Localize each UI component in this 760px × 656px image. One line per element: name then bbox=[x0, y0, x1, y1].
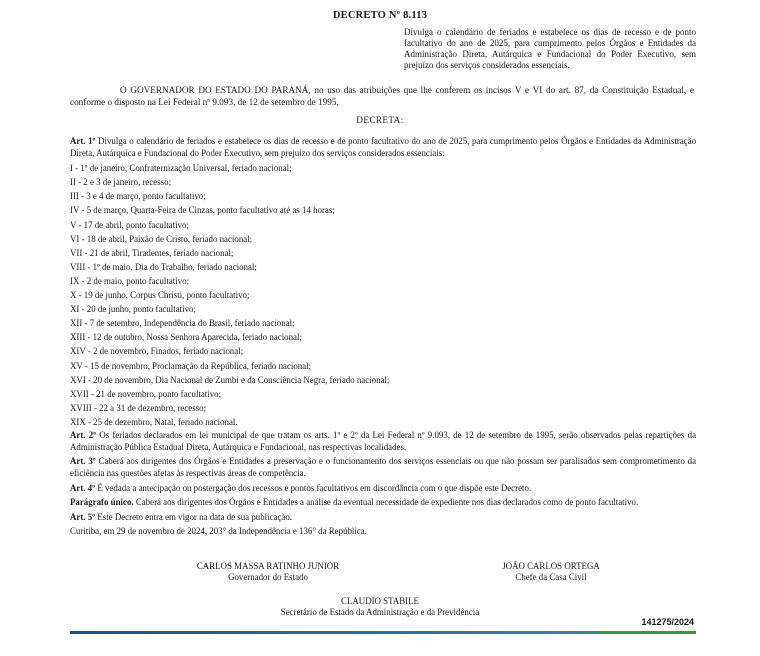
article-5-text: Este Decreto entra em vigor na data de sua publicação. bbox=[95, 511, 292, 522]
list-item: XIII - 12 de outubro, Nossa Senhora Aparecida, feriado nacional; bbox=[70, 332, 302, 343]
closing-line: Curitiba, em 29 de novembro de 2024, 203° da Independência e 136° da República. bbox=[70, 525, 367, 536]
list-item: VIII - 1º de maio, Dia do Trabalho, feriado nacional; bbox=[70, 261, 257, 272]
signature-role: Chefe da Casa Civil bbox=[515, 572, 587, 582]
article-4-text: É vedada a antecipação ou postergação dos recessos e pontos facultativos em discordância com o que dispõe este Decreto. bbox=[95, 483, 532, 494]
article-1-label: Art. 1º bbox=[70, 136, 96, 146]
list-item: XV - 15 de novembro, Proclamação da República, feriado nacional; bbox=[70, 360, 312, 371]
article-5-label: Art. 5º bbox=[70, 511, 96, 522]
list-item: IX - 2 de maio, ponto facultativo; bbox=[70, 275, 190, 286]
list-item: XIV - 2 de novembro, Finados, feriado nacional; bbox=[70, 346, 244, 357]
decree-title: DECRETO Nº 8.113 bbox=[332, 10, 428, 21]
list-item: XVI - 20 de novembro, Dia Nacional de Zumbi e da Consciência Negra, feriado nacional; bbox=[70, 374, 390, 385]
list-item: III - 3 e 4 de março, ponto facultativo; bbox=[70, 191, 206, 202]
decree-preamble: O GOVERNADOR DO ESTADO DO PARANÁ, no uso das atribuições que lhe conferem os incisos V e VI do art. 87, da Constituição Estadual, e conforme o disposto na Lei Federal nº 9.093, de 12 de setembro de 1995, bbox=[70, 85, 694, 107]
signature-role: Governador do Estado bbox=[228, 572, 308, 582]
article-5 bbox=[70, 510, 696, 524]
signature-name: JOÃO CARLOS ORTEGA bbox=[502, 561, 600, 571]
article-3-label: Art. 3º bbox=[70, 456, 96, 467]
article-2 bbox=[70, 429, 696, 455]
list-item: IV - 5 de março, Quarta-Feira de Cinzas, ponto facultativo até as 14 horas; bbox=[70, 205, 335, 216]
list-item: XVIII - 22 a 31 de dezembro, recesso; bbox=[70, 402, 207, 413]
signature-role: Secretário de Estado da Administração e da Previdência bbox=[280, 607, 480, 617]
article-2-text: Os feriados declarados em lei municipal de que tratam os arts. 1º e 2º da Lei Federal nº 9.093, de 12 de setembro de 1995, serão observados pelas repartições da Administração Pública Estadual Direta, Autárquica e Fundacional, nas respectivas localidades. bbox=[70, 429, 697, 452]
signature-secretary bbox=[230, 596, 530, 618]
list-item: X - 19 de junho, Corpus Christi, ponto facultativo; bbox=[70, 290, 250, 301]
list-item: V - 17 de abril, ponto facultativo; bbox=[70, 219, 189, 230]
list-item: XVII - 21 de novembro, ponto facultativo; bbox=[70, 388, 222, 399]
article-4-label: Art. 4º bbox=[70, 483, 96, 494]
decreta-heading: DECRETA: bbox=[356, 115, 404, 125]
list-item: XI - 20 de junho, ponto facultativo; bbox=[70, 304, 196, 315]
list-item: XIX - 25 de dezembro, Natal, feriado nacional. bbox=[70, 416, 238, 427]
list-item: VI - 18 de abril, Paixão de Cristo, feriado nacional; bbox=[70, 233, 253, 244]
article-3 bbox=[70, 455, 696, 481]
signature-chief-of-staff bbox=[446, 561, 656, 583]
holiday-list bbox=[70, 161, 696, 429]
signature-name: CARLOS MASSA RATINHO JUNIOR bbox=[196, 561, 340, 571]
decree-body bbox=[70, 135, 696, 538]
sole-paragraph-text: Caberá aos dirigentes dos Órgãos e Entidades a análise da eventual necessidade de expediente nos dias declarados como de ponto facultativo. bbox=[133, 497, 639, 508]
list-item: I - 1º de janeiro, Confraternização Universal, feriado nacional; bbox=[70, 163, 292, 174]
article-4 bbox=[70, 481, 696, 495]
document-code: 141275/2024 bbox=[641, 617, 694, 627]
list-item: II - 2 e 3 de janeiro, recesso; bbox=[70, 177, 172, 188]
signature-governor bbox=[148, 561, 388, 583]
signature-name: CLAUDIO STABILE bbox=[341, 596, 419, 606]
sole-paragraph bbox=[70, 495, 696, 509]
sole-paragraph-label: Parágrafo único. bbox=[70, 497, 134, 508]
article-2-label: Art. 2º bbox=[70, 429, 97, 440]
article-1 bbox=[70, 135, 696, 161]
footer-bar-blue bbox=[70, 631, 562, 634]
footer-bar-green bbox=[562, 631, 696, 634]
article-1-text: Divulga o calendário de feriados e estabelece os dias de recesso e de ponto facultativo do ano de 2025, para cumprimento pelos Órgãos e Entidades da Administração Direta, Autárquica e Fundacional do Poder Executivo, sem prejuízo dos serviços considerados essenciais: bbox=[70, 136, 697, 158]
article-3-text: Caberá aos dirigentes dos Órgãos e Entidades a preservação e o funcionamento dos serviços essenciais ou que não possam ser paralisados sem comprometimento da eficiência nas questões afetas às respectivas áreas de competência. bbox=[70, 456, 697, 478]
decree-summary: Divulga o calendário de feriados e estabelece os dias de recesso e de ponto facultativo do ano de 2025, para cumprimento pelos Órgãos e Entidades da Administração Direta, Autárquica e Fundacional do Poder Executivo, sem prejuízo dos serviços considerados essenciais. bbox=[404, 27, 696, 70]
list-item: XII - 7 de setembro, Independência do Brasil, feriado nacional; bbox=[70, 318, 295, 329]
list-item: VII - 21 de abril, Tiradentes, feriado nacional; bbox=[70, 247, 234, 258]
